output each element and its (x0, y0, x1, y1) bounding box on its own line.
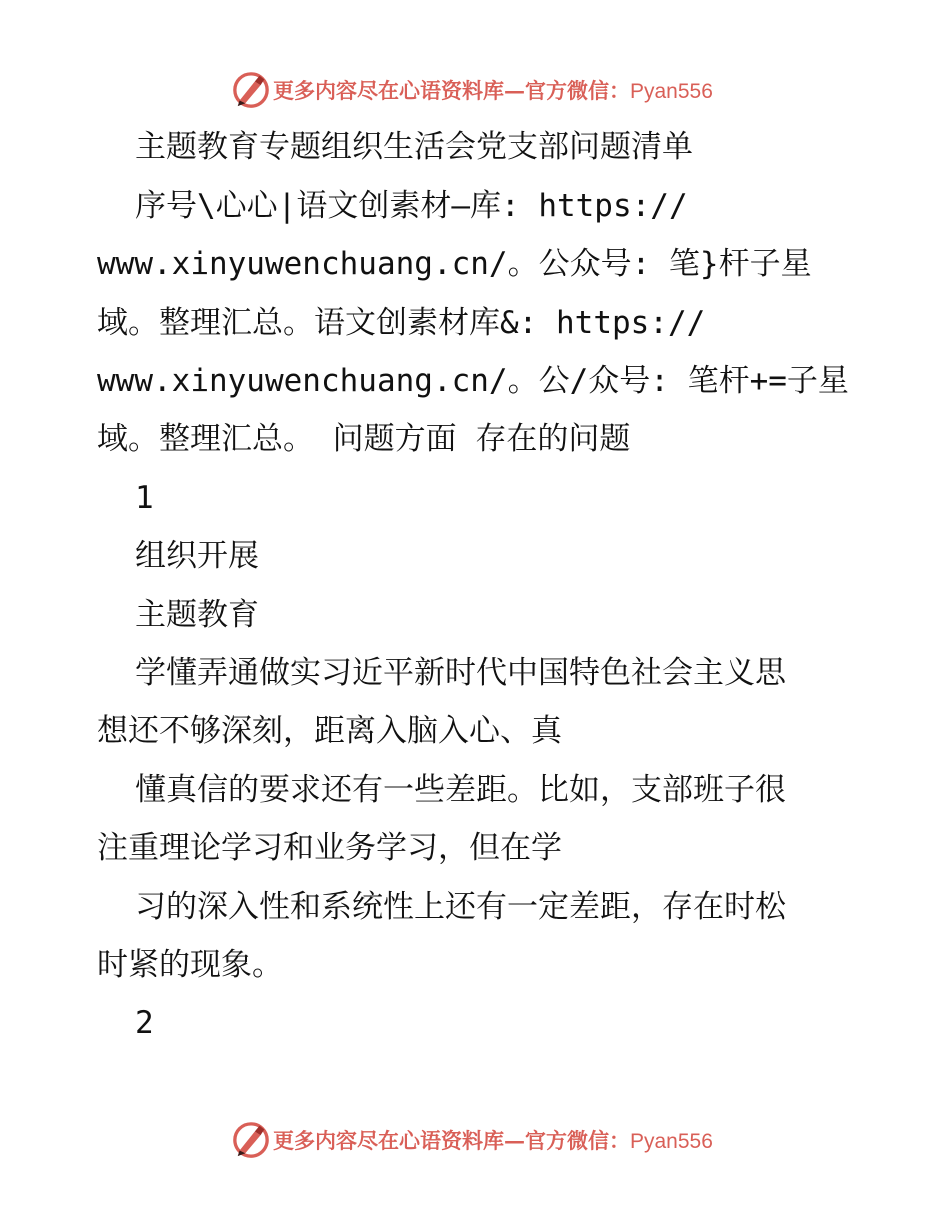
body-line: 想还不够深刻，距离入脑入心、真 (97, 713, 562, 749)
header-banner (232, 70, 712, 110)
body-line: 习的深入性和系统性上还有一定差距，存在时松 (135, 889, 786, 925)
body-line: 主题教育 (135, 597, 259, 633)
pen-circle-logo-icon (232, 1121, 270, 1159)
banner-slogan: 更多内容尽在心语资料库—官方微信： (273, 1128, 630, 1153)
pen-circle-logo-icon (232, 71, 270, 109)
footer-banner (232, 1120, 712, 1160)
body-line: 域。整理汇总。 问题方面 存在的问题 (97, 421, 631, 457)
body-line: 懂真信的要求还有一些差距。比如，支部班子很 (135, 772, 786, 808)
body-line: 组织开展 (135, 538, 259, 574)
wechat-id: Pyan556 (630, 80, 713, 103)
body-line: www.xinyuwenchuang.cn/。公/众号: 笔杆+=子星 (97, 363, 849, 399)
wechat-id: Pyan556 (630, 1130, 713, 1153)
banner-slogan: 更多内容尽在心语资料库—官方微信： (273, 78, 630, 103)
body-line: 时紧的现象。 (97, 947, 283, 983)
body-line: 序号\心心|语文创素材—库: https:// (135, 188, 688, 224)
body-line: 域。整理汇总。语文创素材库&: https:// (97, 305, 706, 341)
banner-text (273, 75, 713, 105)
body-line: 学懂弄通做实习近平新时代中国特色社会主义思 (135, 655, 786, 691)
item-number: 2 (135, 1005, 154, 1041)
body-line: 注重理论学习和业务学习，但在学 (97, 830, 562, 866)
body-line: www.xinyuwenchuang.cn/。公众号: 笔}杆子星 (97, 246, 812, 282)
item-number: 1 (135, 480, 154, 516)
document-title: 主题教育专题组织生活会党支部问题清单 (135, 129, 693, 165)
banner-text (273, 1125, 713, 1155)
